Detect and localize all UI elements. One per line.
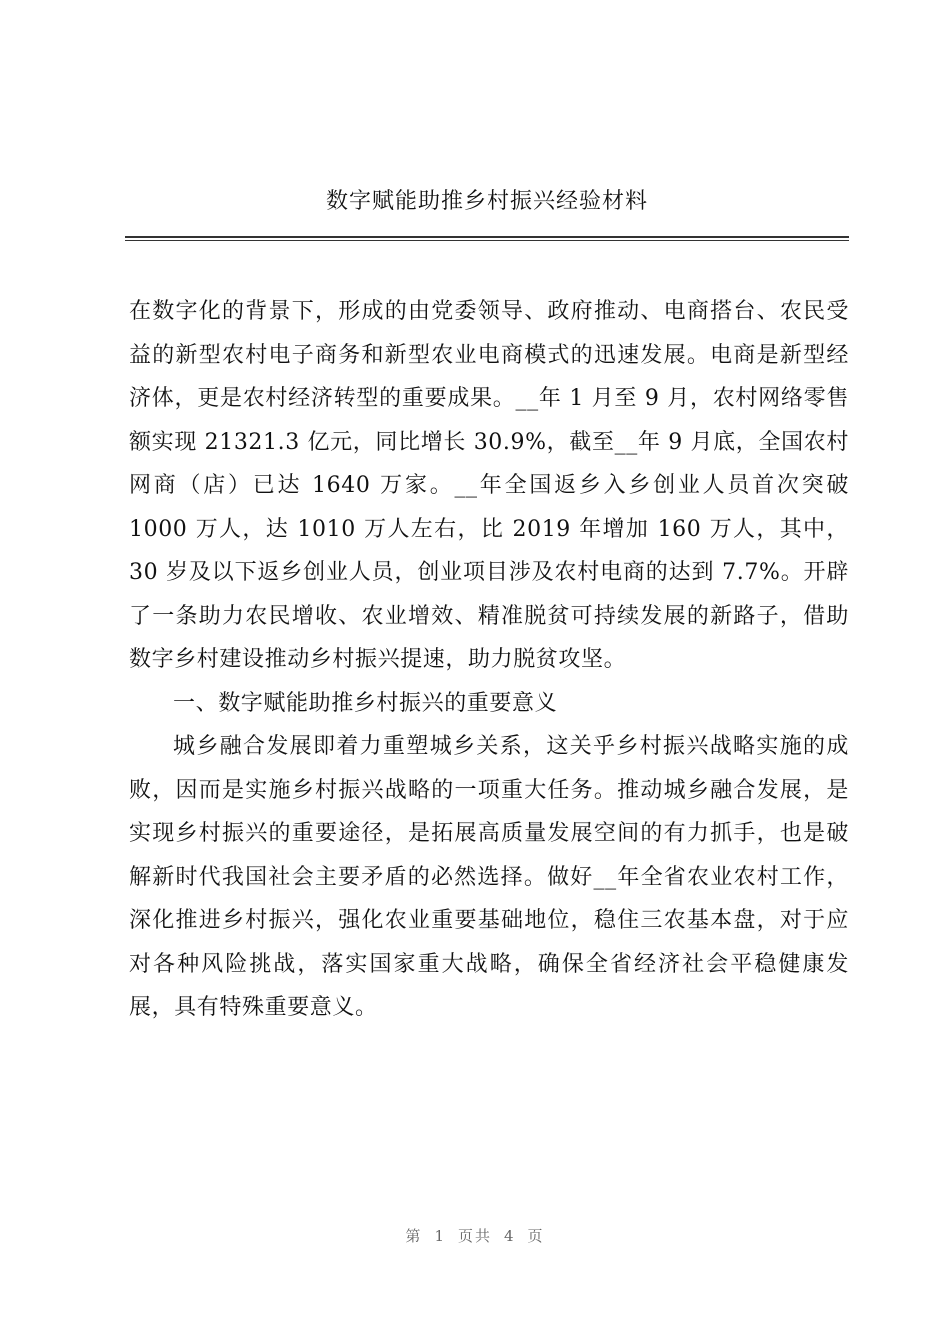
document-body xyxy=(129,290,849,1030)
page-label-prefix: 第 xyxy=(405,1227,423,1245)
document-title: 数字赋能助推乡村振兴经验材料 xyxy=(325,189,648,214)
body-paragraph-intro: 在数字化的背景下，形成的由党委领导、政府推动、电商搭台、农民受益的新型农村电子商务和新型农业电商模式的迅速发展。电商是新型经济体，更是农村经济转型的重要成果。__年 1 月至 9 月，农村网络零售额实现 21321.3 亿元，同比增长 30.9%，截至__年 9 月底，全国农村网商（店）已达 1640 万家。__年全国返乡入乡创业人员首次突破 1000 万人，达 1010 万人左右，比 2019 年增加 160 万人，其中，30 岁及以下返乡创业人员，创业项目涉及农村电商的达到 7.7%。开辟了一条助力农民增收、农业增效、精准脱贫可持续发展的新路子，借助数字乡村建设推动乡村振兴提速，助力脱贫攻坚。 xyxy=(129,299,849,672)
body-paragraph: 城乡融合发展即着力重塑城乡关系，这关乎乡村振兴战略实施的成败，因而是实施乡村振兴战略的一项重大任务。推动城乡融合发展，是实现乡村振兴的重要途径，是拓展高质量发展空间的有力抓手，也是破解新时代我国社会主要矛盾的必然选择。做好__年全省农业农村工作，深化推进乡村振兴，强化农业重要基础地位，稳住三农基本盘，对于应对各种风险挑战，落实国家重大战略，确保全省经济社会平稳健康发展，具有特殊重要意义。 xyxy=(129,734,849,1020)
page-footer xyxy=(0,1226,950,1246)
page-label-mid: 页共 xyxy=(457,1227,492,1245)
section-heading: 一、数字赋能助推乡村振兴的重要意义 xyxy=(173,690,558,716)
current-page-number: 1 xyxy=(434,1227,446,1245)
total-pages-number: 4 xyxy=(504,1227,516,1245)
page-label-suffix: 页 xyxy=(527,1227,545,1245)
header-divider xyxy=(125,236,849,241)
